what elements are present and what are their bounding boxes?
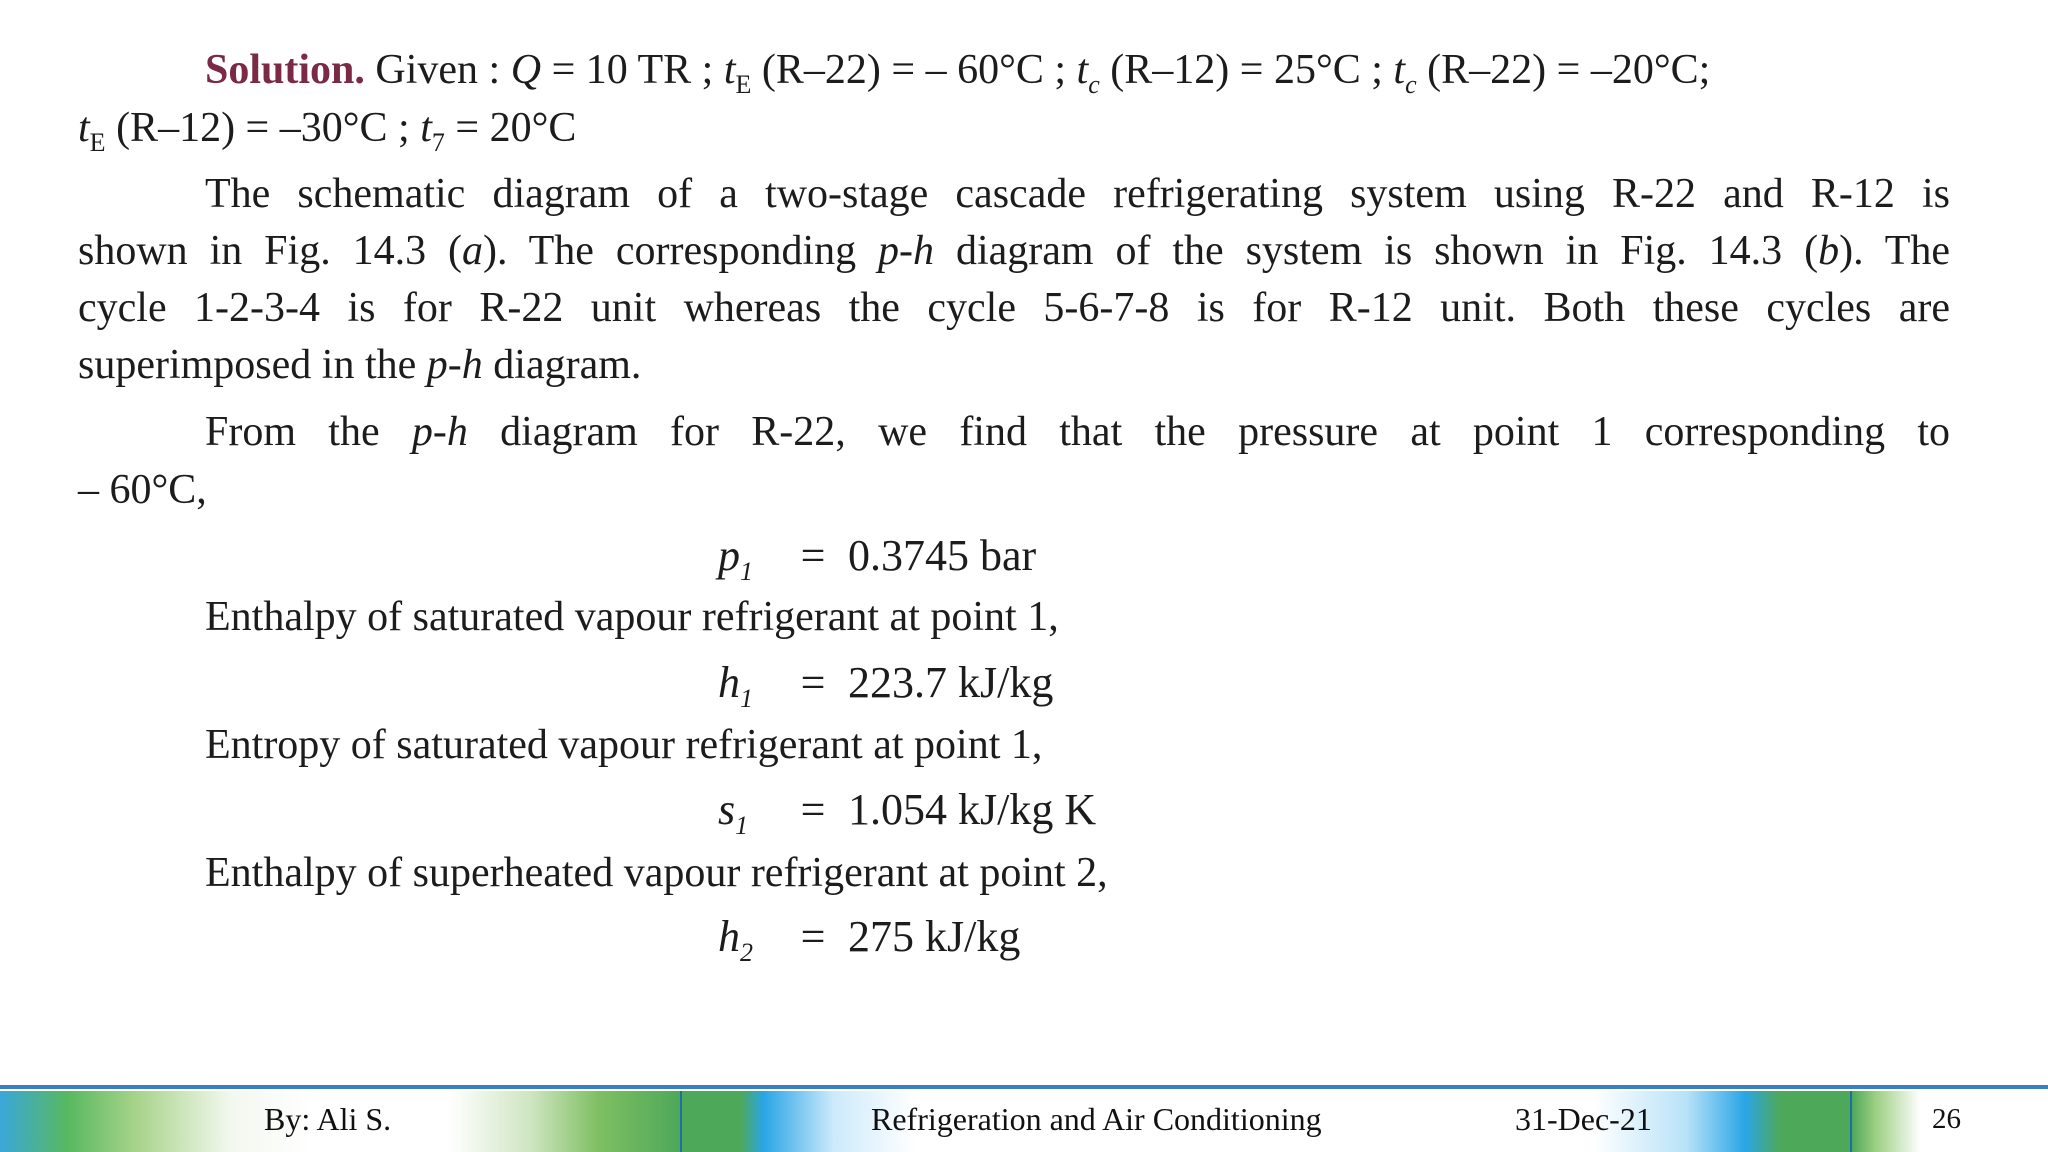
- eq-value: 223.7 kJ/kg: [848, 658, 1054, 707]
- equation-s1: $s_1 = 1.054$ kJ/kg K: [718, 782, 1096, 838]
- footer-page-number: 26: [1932, 1103, 1961, 1135]
- footer-top-rule: [0, 1085, 2048, 1089]
- eq-value: 275 kJ/kg: [848, 912, 1021, 961]
- solution-label: Solution.: [205, 47, 365, 93]
- given-line-2: $t_E$ (R–12) = –30°C ; $t_7 = 20^\circ C$: [78, 105, 577, 157]
- eq-symbol: $h_1$: [718, 658, 753, 713]
- footer-date: 31-Dec-21: [1515, 1101, 1652, 1137]
- equation-h2: $h_2 = 275$ kJ/kg: [718, 909, 1020, 965]
- eq-label-h1: Enthalpy of saturated vapour refrigerant at point 1,: [205, 594, 1059, 640]
- footer-course: Refrigeration and Air Conditioning: [871, 1101, 1322, 1137]
- eq-label-h2: Enthalpy of superheated vapour refrigerant at point 2,: [205, 850, 1108, 896]
- paragraph2-line-1: From the p-h diagram for R-22, we find that the pressure at point 1 corresponding to: [205, 409, 1951, 455]
- given-line-1: [205, 42, 1950, 98]
- eq-symbol: $h_2$: [718, 912, 753, 967]
- paragraph2-line-2: – 60°C,: [78, 467, 207, 513]
- eq-value: 1.054 kJ/kg K: [848, 785, 1097, 834]
- eq-symbol: $p_1$: [718, 531, 753, 586]
- equation-p1: $p_1 = 0.3745$ bar: [718, 528, 1036, 584]
- paragraph1-line-1: The schematic diagram of a two-stage cascade refrigerating system using R-22 and R-12 is: [205, 171, 1950, 217]
- equation-h1: $h_1 = 223.7$ kJ/kg: [718, 655, 1053, 711]
- paragraph1-line-3: cycle 1-2-3-4 is for R-22 unit whereas the cycle 5-6-7-8 is for R-12 unit. Both these cycles are: [78, 285, 1950, 331]
- footer-author: By: Ali S.: [264, 1101, 392, 1137]
- eq-symbol: $s_1$: [718, 785, 749, 840]
- paragraph1-line-2: shown in Fig. 14.3 (a). The corresponding p-h diagram of the system is shown in Fig. 14.3 (b). The: [78, 228, 1951, 274]
- paragraph1-line-4: superimposed in the p-h diagram.: [78, 342, 642, 388]
- given-text: Given : Q = 10 TR ; $t_E$ (R–22) = – 60°C ; $t_c$ (R–12) = 25°C ; $t_c$ (R–22) = –20°C;: [375, 47, 1711, 99]
- eq-value: 0.3745 bar: [848, 531, 1037, 580]
- eq-label-s1: Entropy of saturated vapour refrigerant at point 1,: [205, 722, 1043, 768]
